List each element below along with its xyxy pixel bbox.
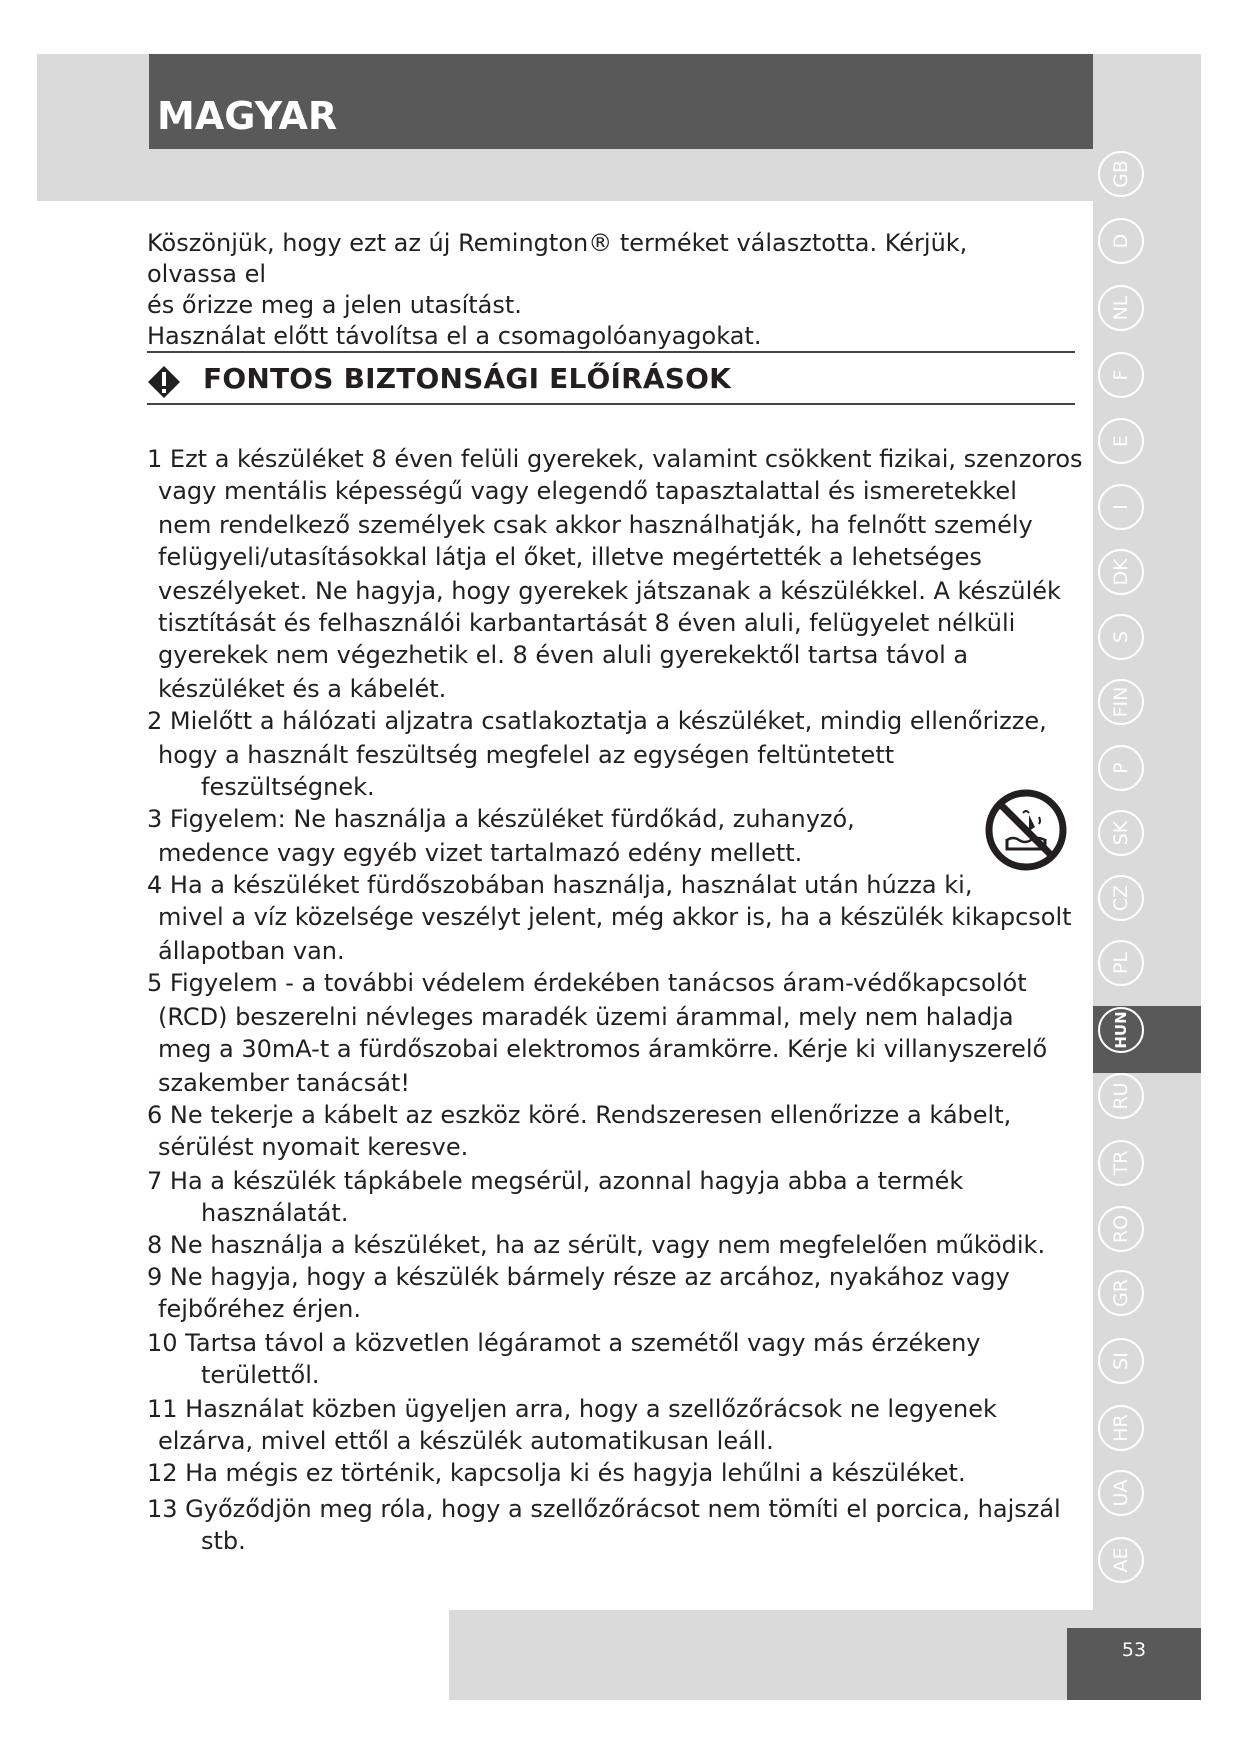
instruction-line: 11 Használat közben ügyeljen arra, hogy a szellőzőrácsok ne legyenek	[147, 1395, 997, 1423]
language-tab-hr[interactable]	[1098, 1405, 1144, 1451]
instruction-line: feszültségnek.	[201, 773, 375, 801]
language-tab-label: DK	[1110, 558, 1132, 586]
instruction-line: elzárva, mivel ettől a készülék automatikusan leáll.	[158, 1427, 774, 1455]
language-tab-sk[interactable]	[1098, 810, 1144, 856]
instruction-line: 3 Figyelem: Ne használja a készüléket fürdőkád, zuhanyzó,	[147, 805, 855, 833]
language-tab-label: D	[1110, 233, 1132, 249]
language-tab-ru[interactable]	[1098, 1073, 1144, 1119]
instruction-line: gyerekek nem végezhetik el. 8 éven aluli gyerekektől tartsa távol a	[158, 641, 969, 669]
language-tab-p[interactable]	[1098, 745, 1144, 791]
language-tab-dk[interactable]	[1098, 549, 1144, 595]
page-title: MAGYAR	[157, 94, 338, 138]
instruction-line: 9 Ne hagyja, hogy a készülék bármely része az arcához, nyakához vagy	[147, 1263, 1010, 1291]
language-tab-ae[interactable]	[1098, 1537, 1144, 1583]
warning-icon	[147, 365, 181, 399]
language-tab-d[interactable]	[1098, 218, 1144, 264]
page-number: 53	[1121, 1639, 1147, 1661]
instruction-line: 7 Ha a készülék tápkábele megsérül, azonnal hagyja abba a termék	[147, 1167, 964, 1195]
instruction-line: területtől.	[201, 1361, 320, 1389]
instruction-line: 5 Figyelem - a további védelem érdekében tanácsos áram-védőkapcsolót	[147, 969, 1027, 997]
language-tab-ro[interactable]	[1098, 1206, 1144, 1252]
section-rule-top	[147, 351, 1075, 353]
language-tab-label: NL	[1110, 295, 1132, 321]
instruction-line: meg a 30mA-t a fürdőszobai elektromos áramkörre. Kérje ki villanyszerelő	[158, 1035, 1048, 1063]
instruction-line: nem rendelkező személyek csak akkor használhatják, ha felnőtt személy	[158, 511, 1033, 539]
instruction-line: felügyeli/utasításokkal látja el őket, illetve megértették a lehetséges	[158, 543, 982, 571]
language-tab-tr[interactable]	[1098, 1140, 1144, 1186]
instruction-line: sérülést nyomait keresve.	[158, 1133, 469, 1161]
instruction-line: 1 Ezt a készüléket 8 éven felüli gyerekek, valamint csökkent fizikai, szenzoros	[147, 445, 1083, 473]
instruction-line: hogy a használt feszültség megfelel az egységen feltüntetett	[158, 741, 895, 769]
language-tab-label: AE	[1110, 1547, 1132, 1573]
language-tab-label: SI	[1110, 1352, 1132, 1370]
language-tab-s[interactable]	[1098, 614, 1144, 660]
instruction-line: 12 Ha mégis ez történik, kapcsolja ki és hagyja lehűlni a készüléket.	[147, 1459, 966, 1487]
no-water-use-icon	[983, 787, 1069, 873]
instruction-line: tisztítását és felhasználói karbantartását 8 éven aluli, felügyelet nélküli	[158, 609, 1016, 637]
language-tab-fin[interactable]	[1098, 679, 1144, 725]
language-tab-label: E	[1110, 435, 1132, 448]
language-tab-si[interactable]	[1098, 1338, 1144, 1384]
language-tab-ua[interactable]	[1098, 1470, 1144, 1516]
instruction-line: mivel a víz közelsége veszélyt jelent, még akkor is, ha a készülék kikapcsolt	[158, 903, 1072, 931]
section-title: FONTOS BIZTONSÁGI ELŐÍRÁSOK	[203, 362, 732, 395]
language-tab-label: P	[1110, 762, 1132, 774]
intro-text	[147, 228, 1047, 352]
instruction-line: stb.	[201, 1527, 246, 1555]
language-tab-label: HUN	[1112, 1011, 1130, 1049]
language-tab-label: FIN	[1110, 686, 1132, 718]
instruction-line: vagy mentális képességű vagy elegendő tapasztalattal és ismeretekkel	[158, 477, 1017, 505]
language-tab-label: CZ	[1110, 884, 1132, 912]
instruction-line: veszélyeket. Ne hagyja, hogy gyerekek játszanak a készülékkel. A készülék	[158, 577, 1061, 605]
language-tab-label: S	[1110, 630, 1132, 644]
language-tab-cz[interactable]	[1098, 875, 1144, 921]
language-tab-label: HR	[1110, 1414, 1132, 1442]
language-tab-label: F	[1110, 369, 1132, 381]
section-rule-bottom	[147, 403, 1075, 405]
language-tab-label: UA	[1110, 1479, 1132, 1507]
instruction-line: 8 Ne használja a készüléket, ha az sérült, vagy nem megfelelően működik.	[147, 1231, 1046, 1259]
instruction-line: 13 Győződjön meg róla, hogy a szellőzőrácsot nem tömíti el porcica, hajszál	[147, 1495, 1061, 1523]
instruction-line: medence vagy egyéb vizet tartalmazó edény mellett.	[158, 839, 803, 867]
language-tab-label: RU	[1110, 1082, 1132, 1110]
intro-line: Használat előtt távolítsa el a csomagolóanyagokat.	[147, 322, 762, 350]
language-tab-hun[interactable]	[1098, 1007, 1144, 1053]
instruction-line: 6 Ne tekerje a kábelt az eszköz köré. Rendszeresen ellenőrizze a kábelt,	[147, 1101, 1012, 1129]
language-tab-nl[interactable]	[1098, 285, 1144, 331]
language-tab-label: TR	[1110, 1150, 1132, 1176]
language-tab-e[interactable]	[1098, 418, 1144, 464]
instruction-line: állapotban van.	[158, 937, 345, 965]
language-tab-label: SK	[1110, 820, 1132, 846]
intro-line: és őrizze meg a jelen utasítást.	[147, 291, 522, 319]
language-tab-gr[interactable]	[1098, 1270, 1144, 1316]
language-tab-label: I	[1110, 504, 1132, 510]
intro-line: Köszönjük, hogy ezt az új Remington® terméket választotta. Kérjük, olvassa el	[147, 229, 968, 288]
language-tab-pl[interactable]	[1098, 940, 1144, 986]
language-tab-gb[interactable]	[1098, 151, 1144, 197]
language-tab-i[interactable]	[1098, 484, 1144, 530]
instruction-line: 4 Ha a készüléket fürdőszobában használja, használat után húzza ki,	[147, 871, 973, 899]
language-tab-label: PL	[1110, 951, 1132, 975]
language-tab-f[interactable]	[1098, 352, 1144, 398]
instruction-line: fejbőréhez érjen.	[158, 1295, 362, 1323]
instruction-line: 2 Mielőtt a hálózati aljzatra csatlakoztatja a készüléket, mindig ellenőrizze,	[147, 707, 1047, 735]
language-tab-label: RO	[1110, 1214, 1132, 1244]
language-tab-label: GR	[1110, 1279, 1132, 1307]
language-tab-label: GB	[1110, 160, 1132, 188]
instruction-line: készüléket és a kábelét.	[158, 675, 447, 703]
instruction-line: használatát.	[201, 1199, 349, 1227]
instruction-line: szakember tanácsát!	[158, 1069, 410, 1097]
instruction-line: 10 Tartsa távol a közvetlen légáramot a szemétől vagy más érzékeny	[147, 1329, 981, 1357]
instruction-line: (RCD) beszerelni névleges maradék üzemi árammal, mely nem haladja	[158, 1003, 1014, 1031]
